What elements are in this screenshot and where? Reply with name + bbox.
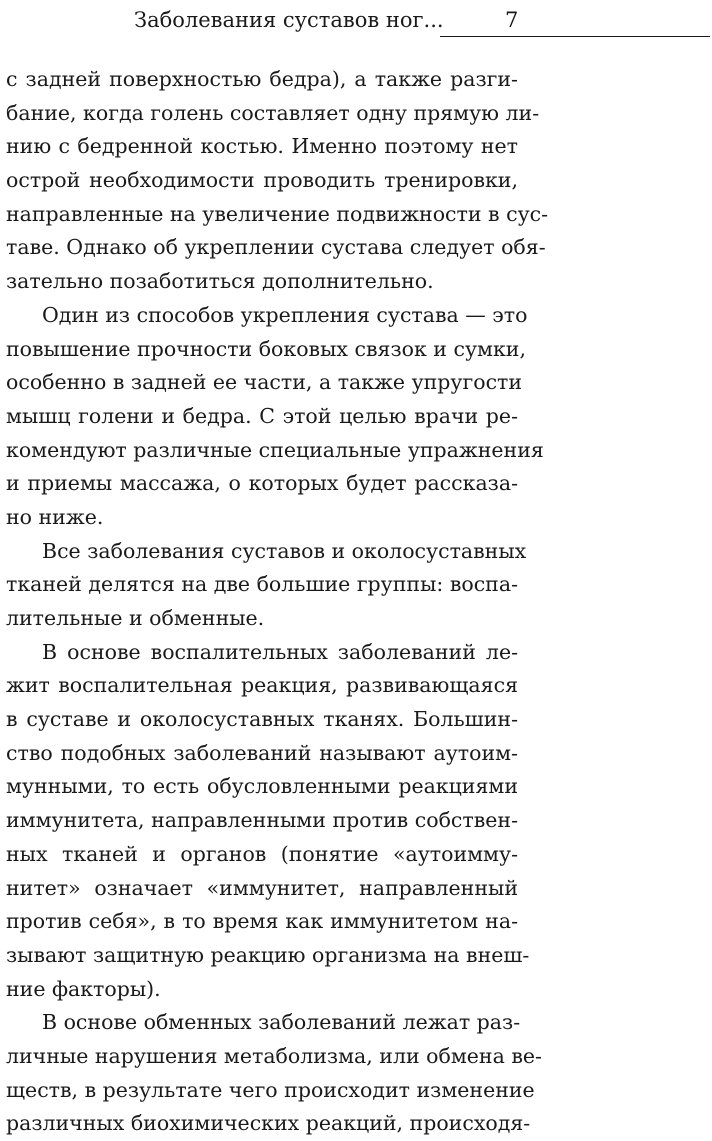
text-line: повышение прочности боковых связок и сумки, bbox=[6, 336, 526, 361]
text-line: ство подобных заболеваний называют аутоим- bbox=[6, 740, 518, 765]
text-line: различных биохимических реакций, происходя- bbox=[6, 1111, 531, 1136]
text-line: зывают защитную реакцию организма на внеш- bbox=[6, 942, 530, 967]
text-line: жит воспалительная реакция, развивающаяся bbox=[6, 673, 518, 698]
text-line: нитет» означает «иммунитет, направленный bbox=[6, 875, 518, 900]
text-line: зательно позаботиться дополнительно. bbox=[6, 269, 434, 294]
body-text bbox=[6, 63, 549, 1141]
text-line: в суставе и околосуставных тканях. Большин- bbox=[6, 707, 518, 732]
text-line: направленные на увеличение подвижности в сус- bbox=[6, 201, 549, 226]
page-number: 7 bbox=[505, 8, 519, 32]
running-header bbox=[0, 0, 712, 40]
text-line: мышц голени и бедра. С этой целью врачи ре- bbox=[6, 403, 518, 428]
text-line: ных тканей и органов (понятие «аутоимму- bbox=[6, 841, 518, 866]
text-line: Один из способов укрепления сустава — это bbox=[42, 302, 528, 327]
text-line: лительные и обменные. bbox=[6, 606, 265, 630]
text-line: комендуют различные специальные упражнения bbox=[6, 437, 544, 462]
text-line: таве. Однако об укреплении сустава следует обя- bbox=[6, 235, 546, 260]
text-line: Все заболевания суставов и околосуставных bbox=[42, 538, 527, 563]
text-line: нию с бедренной костью. Именно поэтому нет bbox=[6, 134, 518, 159]
text-line: бание, когда голень составляет одну прямую ли- bbox=[6, 100, 540, 125]
text-line: особенно в задней ее части, а также упругости bbox=[6, 370, 523, 395]
text-line: тканей делятся на две большие группы: воспа- bbox=[6, 572, 518, 597]
text-line: В основе воспалительных заболеваний ле- bbox=[42, 639, 518, 664]
header-rule bbox=[440, 36, 710, 37]
text-line: и приемы массажа, о которых будет рассказа- bbox=[6, 471, 518, 496]
text-line: В основе обменных заболеваний лежат раз- bbox=[42, 1010, 521, 1035]
text-line: ществ, в результате чего происходит изменение bbox=[6, 1077, 535, 1102]
text-line: иммунитета, направленными против собствен- bbox=[6, 808, 518, 833]
text-line: с задней поверхностью бедра), а также разги- bbox=[6, 67, 518, 91]
text-line: но ниже. bbox=[6, 504, 104, 529]
text-line: ние факторы). bbox=[6, 976, 161, 1001]
text-line: против себя», в то время как иммунитетом на- bbox=[6, 909, 518, 934]
text-line: острой необходимости проводить тренировки, bbox=[6, 168, 518, 193]
text-line: мунными, то есть обусловленными реакциями bbox=[6, 774, 518, 799]
running-title: Заболевания суставов ног... bbox=[134, 8, 444, 32]
text-line: личные нарушения метаболизма, или обмена ве- bbox=[6, 1043, 542, 1068]
